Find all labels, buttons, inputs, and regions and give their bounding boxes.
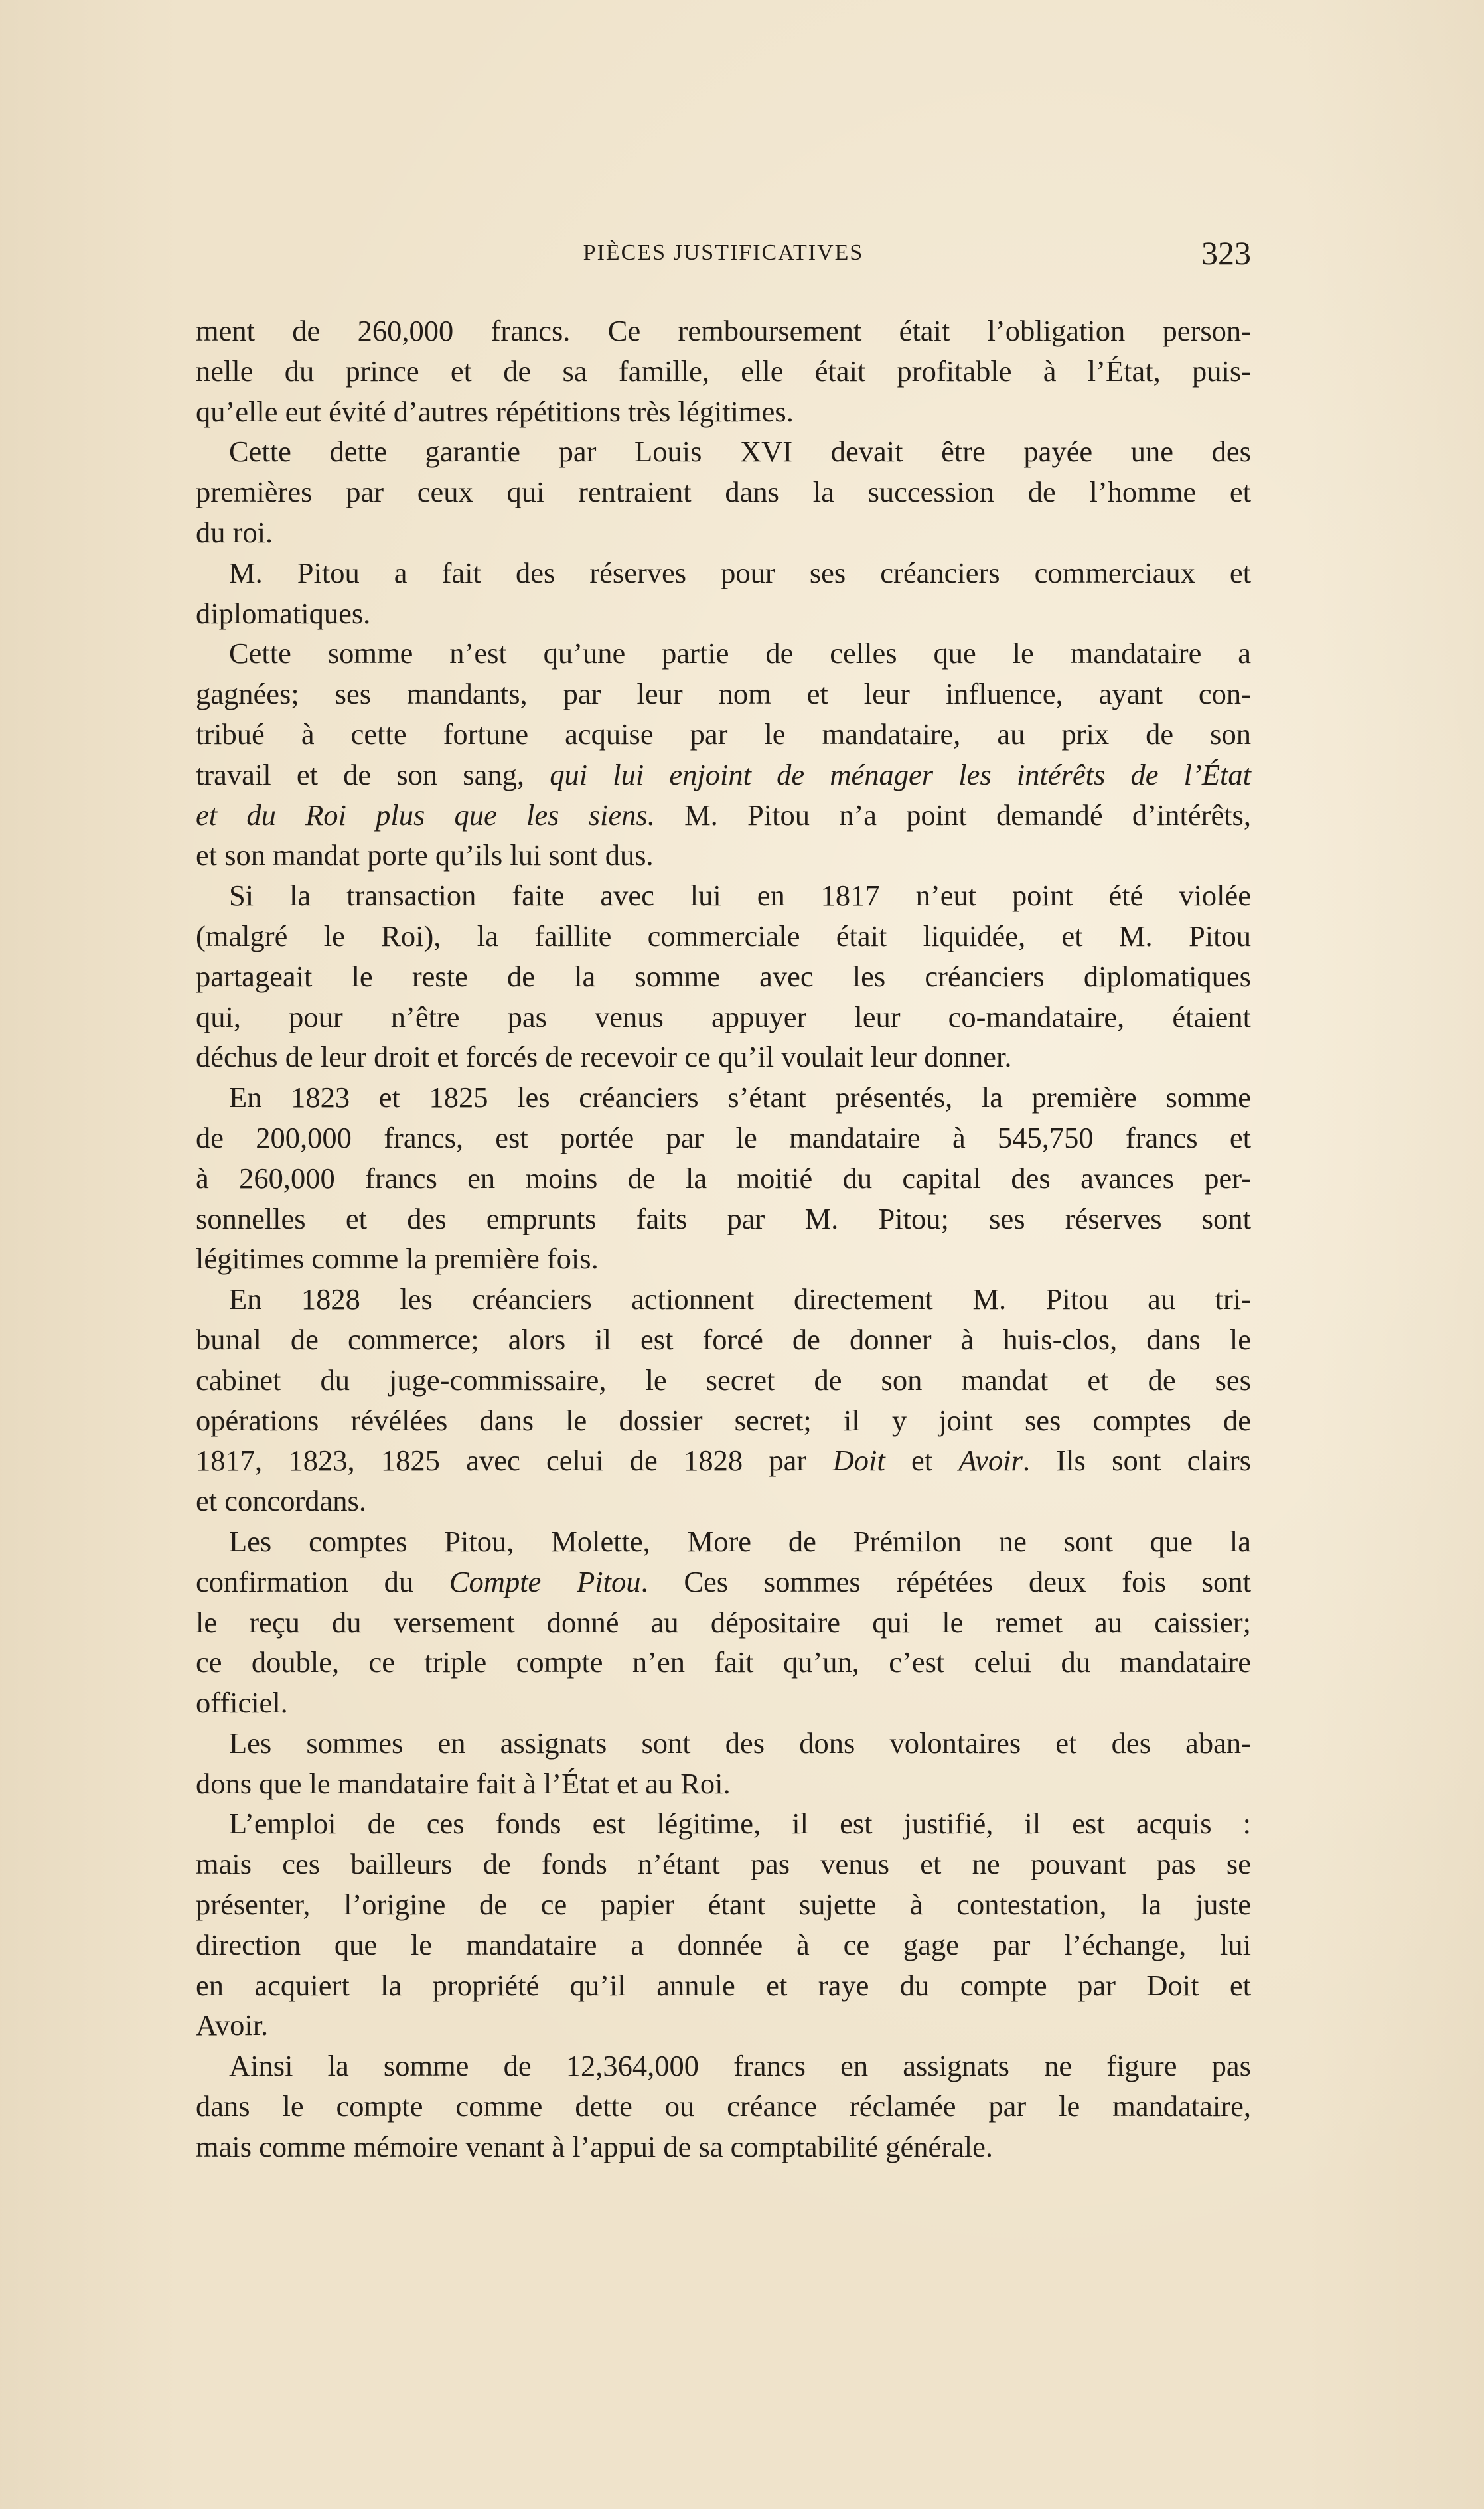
text-line bbox=[196, 1239, 1251, 1279]
text-run: gagnées; ses mandants, par leur nom et leur influence, ayant con- bbox=[196, 677, 1251, 711]
text-run: Ainsi la somme de 12,364,000 francs en assignats ne figure pas bbox=[229, 2049, 1251, 2083]
text-line bbox=[196, 1481, 1251, 1521]
text-line bbox=[196, 1360, 1251, 1401]
text-run: partageait le reste de la somme avec les créanciers diplomatiques bbox=[196, 959, 1251, 993]
text-run: 1817, 1823, 1825 avec celui de 1828 par bbox=[196, 1444, 833, 1478]
text-run: Si la transaction faite avec lui en 1817 n’eut point été violée bbox=[229, 879, 1251, 913]
text-run: Cette somme n’est qu’une partie de celles que le mandataire a bbox=[229, 637, 1251, 670]
text-run: direction que le mandataire a donnée à ce gage par l’échange, lui bbox=[196, 1928, 1251, 1961]
text-run: officiel. bbox=[196, 1686, 288, 1720]
text-line bbox=[196, 1118, 1251, 1158]
text-line bbox=[196, 1844, 1251, 1884]
italic-text: qui lui enjoint de ménager les intérêts de l’État bbox=[550, 757, 1251, 791]
text-run: du roi. bbox=[196, 515, 273, 549]
text-line bbox=[196, 1562, 1251, 1602]
text-run: dans le compte comme dette ou créance réclamée par le mandataire, bbox=[196, 2090, 1251, 2123]
text-line bbox=[196, 633, 1251, 674]
text-run: tribué à cette fortune acquise par le mandataire, au prix de son bbox=[196, 717, 1251, 751]
text-line bbox=[196, 1803, 1251, 1844]
text-run: Cette dette garantie par Louis XVI devait être payée une des bbox=[229, 435, 1251, 469]
text-run: ment de 260,000 francs. Ce remboursement était l’obligation person- bbox=[196, 314, 1251, 347]
text-line bbox=[196, 1602, 1251, 1643]
italic-text: Doit bbox=[832, 1444, 885, 1478]
text-run: mais comme mémoire venant à l’appui de sa comptabilité générale. bbox=[196, 2129, 994, 2163]
text-run: dons que le mandataire fait à l’État et au Roi. bbox=[196, 1766, 731, 1800]
text-line bbox=[196, 997, 1251, 1037]
paragraph bbox=[196, 1077, 1251, 1279]
text-line bbox=[196, 1642, 1251, 1683]
text-line bbox=[196, 2005, 1251, 2046]
text-run: premières par ceux qui rentraient dans la succession de l’homme et bbox=[196, 475, 1251, 509]
text-run: travail et de son sang, bbox=[196, 757, 550, 791]
text-line bbox=[196, 1764, 1251, 1804]
text-line bbox=[196, 2046, 1251, 2086]
text-run: Les sommes en assignats sont des dons volontaires et des aban- bbox=[229, 1726, 1251, 1760]
text-run: M. Pitou a fait des réserves pour ses créanciers commerciaux et bbox=[229, 556, 1251, 589]
text-line bbox=[196, 1723, 1251, 1764]
text-line bbox=[196, 1965, 1251, 2006]
text-line bbox=[196, 956, 1251, 997]
text-line bbox=[196, 392, 1251, 432]
running-head bbox=[196, 234, 1251, 273]
text-line bbox=[196, 1320, 1251, 1360]
text-run: diplomatiques. bbox=[196, 596, 371, 630]
text-run: L’emploi de ces fonds est légitime, il est justifié, il est acquis : bbox=[229, 1807, 1251, 1841]
text-line bbox=[196, 512, 1251, 553]
running-title: PIÈCES JUSTIFICATIVES bbox=[583, 240, 864, 265]
paragraph bbox=[196, 2046, 1251, 2167]
body-text bbox=[196, 311, 1251, 2167]
italic-text: Avoir bbox=[958, 1444, 1023, 1478]
text-run: et concordans. bbox=[196, 1484, 367, 1518]
text-run: sonnelles et des emprunts faits par M. Pitou; ses réserves sont bbox=[196, 1201, 1251, 1235]
text-line bbox=[196, 835, 1251, 875]
text-line bbox=[196, 714, 1251, 755]
text-line bbox=[196, 2127, 1251, 2167]
italic-text: Compte Pitou bbox=[449, 1564, 641, 1598]
text-run: (malgré le Roi), la faillite commerciale était liquidée, et M. Pitou bbox=[196, 919, 1251, 952]
text-line bbox=[196, 472, 1251, 512]
text-line bbox=[196, 431, 1251, 472]
text-run: . Ils sont clairs bbox=[1022, 1444, 1251, 1478]
paragraph bbox=[196, 1803, 1251, 2046]
text-line bbox=[196, 1279, 1251, 1320]
paragraph bbox=[196, 1521, 1251, 1723]
paragraph bbox=[196, 875, 1251, 1077]
text-line bbox=[196, 1037, 1251, 1077]
text-run: le reçu du versement donné au dépositaire qui le remet au caissier; bbox=[196, 1605, 1251, 1639]
text-run: qui, pour n’être pas venus appuyer leur co-mandataire, étaient bbox=[196, 1000, 1251, 1033]
paragraph bbox=[196, 1723, 1251, 1804]
paragraph bbox=[196, 633, 1251, 875]
text-line bbox=[196, 1521, 1251, 1562]
text-run: qu’elle eut évité d’autres répétitions très légitimes. bbox=[196, 394, 794, 428]
text-line bbox=[196, 755, 1251, 795]
text-line bbox=[196, 1158, 1251, 1199]
text-run: et son mandat porte qu’ils lui sont dus. bbox=[196, 838, 654, 872]
text-run: En 1828 les créanciers actionnent directement M. Pitou au tri- bbox=[229, 1282, 1251, 1316]
text-line bbox=[196, 795, 1251, 836]
text-line bbox=[196, 2086, 1251, 2127]
paragraph bbox=[196, 553, 1251, 634]
text-run: déchus de leur droit et forcés de recevoir ce qu’il voulait leur donner. bbox=[196, 1040, 1012, 1074]
text-line bbox=[196, 1077, 1251, 1118]
text-line bbox=[196, 875, 1251, 916]
text-run: présenter, l’origine de ce papier étant sujette à contestation, la juste bbox=[196, 1888, 1251, 1922]
text-line bbox=[196, 916, 1251, 956]
paragraph bbox=[196, 311, 1251, 431]
text-line bbox=[196, 593, 1251, 634]
text-run: opérations révélées dans le dossier secret; il y joint ses comptes de bbox=[196, 1403, 1251, 1437]
text-run: à 260,000 francs en moins de la moitié du capital des avances per- bbox=[196, 1161, 1251, 1195]
text-line bbox=[196, 553, 1251, 593]
text-run: et bbox=[885, 1444, 959, 1478]
text-line bbox=[196, 1925, 1251, 1965]
text-line bbox=[196, 1401, 1251, 1441]
page-number: 323 bbox=[1201, 234, 1251, 271]
text-run: légitimes comme la première fois. bbox=[196, 1242, 599, 1276]
text-run: mais ces bailleurs de fonds n’étant pas venus et ne pouvant pas se bbox=[196, 1847, 1251, 1881]
text-run: ce double, ce triple compte n’en fait qu’un, c’est celui du mandataire bbox=[196, 1645, 1251, 1679]
text-line bbox=[196, 1440, 1251, 1481]
text-run: nelle du prince et de sa famille, elle était profitable à l’État, puis- bbox=[196, 354, 1251, 388]
text-run: de 200,000 francs, est portée par le mandataire à 545,750 francs et bbox=[196, 1120, 1251, 1154]
text-run: . Ces sommes répétées deux fois sont bbox=[640, 1564, 1251, 1598]
text-run: en acquiert la propriété qu’il annule et raye du compte par Doit et bbox=[196, 1968, 1251, 2002]
text-line bbox=[196, 311, 1251, 351]
text-run: cabinet du juge-commissaire, le secret de son mandat et de ses bbox=[196, 1363, 1251, 1397]
text-run: bunal de commerce; alors il est forcé de donner à huis-clos, dans le bbox=[196, 1322, 1251, 1356]
italic-text: et du Roi plus que les siens. bbox=[196, 798, 655, 832]
paragraph bbox=[196, 431, 1251, 552]
text-run: Les comptes Pitou, Molette, More de Prémilon ne sont que la bbox=[229, 1524, 1251, 1558]
text-line bbox=[196, 674, 1251, 714]
text-run: M. Pitou n’a point demandé d’intérêts, bbox=[654, 798, 1251, 832]
text-line bbox=[196, 351, 1251, 392]
text-run: confirmation du bbox=[196, 1564, 449, 1598]
text-line bbox=[196, 1683, 1251, 1723]
paragraph bbox=[196, 1279, 1251, 1521]
text-line bbox=[196, 1199, 1251, 1239]
text-run: En 1823 et 1825 les créanciers s’étant présentés, la première somme bbox=[229, 1081, 1251, 1114]
text-run: Avoir. bbox=[196, 2009, 269, 2042]
text-line bbox=[196, 1884, 1251, 1925]
